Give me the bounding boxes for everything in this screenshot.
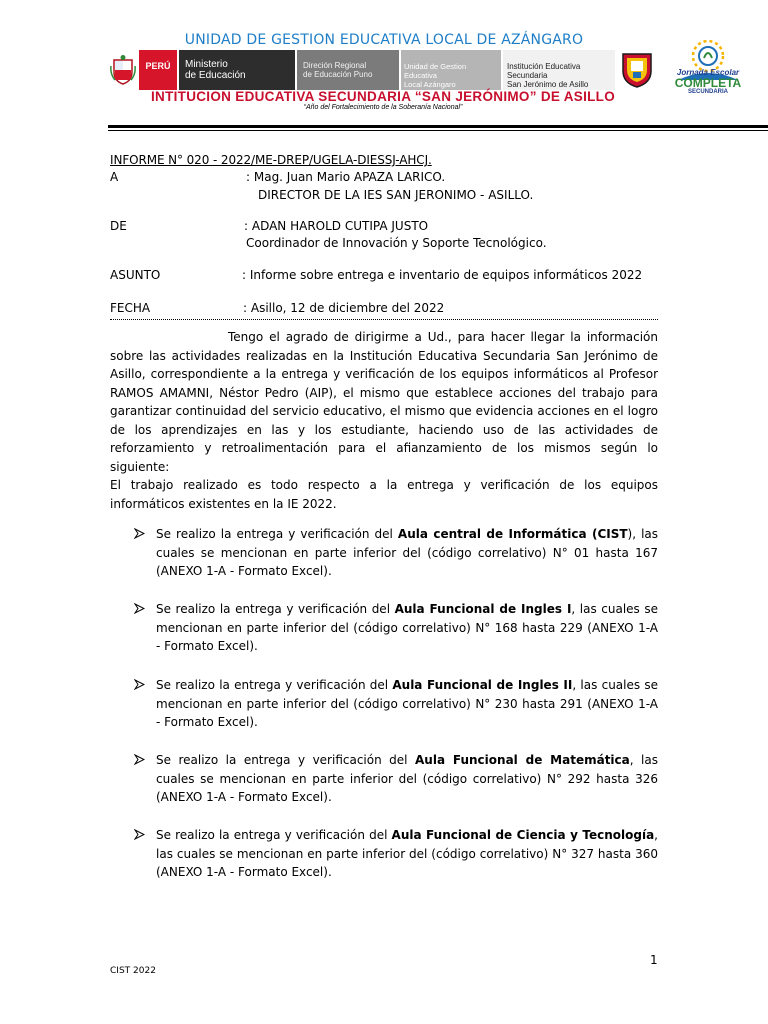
bullet-text-start: Se realizo la entrega y verificación del xyxy=(156,678,393,692)
institutional-logo-strip xyxy=(107,50,659,90)
bullet-text-bold: Aula Funcional de Ingles II xyxy=(392,678,573,692)
bullet-text xyxy=(156,751,658,807)
jornada-line-3: SECUNDARIA xyxy=(687,89,728,95)
summary-paragraph: El trabajo realizado es todo respecto a la entrega y verificación de los equipos informáticos existentes en la IE 2022. xyxy=(110,478,658,511)
subject-label: ASUNTO xyxy=(110,268,161,282)
bullet-text-bold: Aula Funcional de Matemática xyxy=(415,753,630,767)
from-value-role: Coordinador de Innovación y Soporte Tecnológico. xyxy=(246,236,547,250)
arrow-bullet-icon xyxy=(134,679,145,690)
bullet-text xyxy=(156,826,658,882)
bullet-text xyxy=(156,525,658,581)
ugel-line-2: Local Azángaro xyxy=(404,80,456,89)
bullet-text-end: , las cuales se mencionan en parte inferior del (código correlativo) N° 230 hasta 291 (ANEXO 1-A - Formato Excel). xyxy=(156,678,659,729)
direccion-line-2: de Educación Puno xyxy=(303,70,373,79)
informe-number: INFORME N° 020 - 2022/ME-DREP/UGELA-DIESSJ-AHCJ. xyxy=(110,153,432,167)
arrow-bullet-icon xyxy=(134,754,145,765)
header-divider-thin xyxy=(108,130,768,131)
ie-line-1: Institución Educativa Secundaria xyxy=(507,62,581,80)
peru-brand-block: PERÚ xyxy=(139,50,177,90)
jornada-line-2: COMPLETA xyxy=(674,76,742,90)
bullet-text xyxy=(156,600,658,656)
to-label: A xyxy=(110,170,119,184)
ugel-line-1: Unidad de Gestion Educativa xyxy=(404,62,467,80)
ministerio-line-1: Ministerio xyxy=(185,59,228,70)
direccion-line-1: Direción Regional xyxy=(303,61,367,70)
ministerio-block xyxy=(177,50,295,90)
ie-block xyxy=(501,50,615,90)
dotted-separator xyxy=(110,315,658,320)
to-value-title: DIRECTOR DE LA IES SAN JERONIMO - ASILLO. xyxy=(258,188,534,202)
entity-header-title: UNIDAD DE GESTION EDUCATIVA LOCAL DE AZÁNGARO xyxy=(184,32,584,48)
bullet-text-bold: Aula Funcional de Ingles I xyxy=(394,602,572,616)
school-shield-icon xyxy=(615,50,659,90)
bullet-text-end: ), las cuales se mencionan en parte inferior del (código correlativo) N° 01 hasta 167 (ANEXO 1-A - Formato Excel). xyxy=(156,527,659,578)
arrow-bullet-icon xyxy=(134,829,145,840)
bullet-text-start: Se realizo la entrega y verificación del xyxy=(156,753,415,767)
bullet-text-start: Se realizo la entrega y verificación del xyxy=(156,828,392,842)
subject-value: : Informe sobre entrega e inventario de equipos informáticos 2022 xyxy=(242,268,643,282)
from-value-name: : ADAN HAROLD CUTIPA JUSTO xyxy=(244,219,429,233)
bullet-text xyxy=(156,676,658,732)
year-motto: “Año del Fortalecimiento de la Soberanía Nacional” xyxy=(303,104,463,111)
ugel-block xyxy=(399,50,501,90)
jornada-escolar-completa-logo xyxy=(672,36,744,104)
footer-text: CIST 2022 xyxy=(110,966,156,976)
peru-coat-of-arms-icon xyxy=(107,50,139,90)
date-value: : Asillo, 12 de diciembre del 2022 xyxy=(243,301,445,315)
bullet-text-bold: Aula Funcional de Ciencia y Tecnología xyxy=(391,828,655,842)
arrow-bullet-icon xyxy=(134,603,145,614)
date-label: FECHA xyxy=(110,301,151,315)
bullet-text-start: Se realizo la entrega y verificación del xyxy=(156,602,395,616)
direccion-regional-block xyxy=(295,50,399,90)
ministerio-line-2: de Educación xyxy=(185,70,246,81)
bullet-text-bold: Aula central de Informática (CIST xyxy=(397,527,628,541)
page-number: 1 xyxy=(650,953,658,967)
from-label: DE xyxy=(110,219,127,233)
arrow-bullet-icon xyxy=(134,528,145,539)
to-value-name: : Mag. Juan Mario APAZA LARICO. xyxy=(246,170,446,184)
jornada-line-1: Jornada Escolar xyxy=(676,68,740,77)
intro-paragraph: Tengo el agrado de dirigirme a Ud., para hacer llegar la información sobre las actividades realizadas en la Institución Educativa Secundaria San Jerónimo de Asillo, correspondiente a la entrega y verificación de los equipos informáticos al Profesor RAMOS AMAMNI, Néstor Pedro (AIP), el mismo que establece acciones del trabajo para garantizar continuidad del servicio educativo, el mismo que evidencia acciones en el logro de los aprendizajes en las y los estudiante, haciendo uso de las actividades de reforzamiento y retroalimentación para el afianzamiento de los mismos según lo siguiente: xyxy=(110,330,658,474)
bullet-text-end: , las cuales se mencionan en parte inferior del (código correlativo) N° 327 hasta 360 (ANEXO 1-A - Formato Excel). xyxy=(156,828,658,879)
bullet-text-end: , las cuales se mencionan en parte inferior del (código correlativo) N° 168 hasta 229 (ANEXO 1-A - Formato Excel). xyxy=(156,602,658,653)
bullet-text-start: Se realizo la entrega y verificación del xyxy=(156,527,398,541)
header-divider-thick xyxy=(108,125,768,128)
bullet-text-end: , las cuales se mencionan en parte inferior del (código correlativo) N° 292 hasta 326 (ANEXO 1-A - Formato Excel). xyxy=(156,753,658,804)
ie-line-2: San Jerónimo de Asillo xyxy=(507,80,589,89)
institution-title: INTITUCION EDUCATIVA SECUNDARIA “SAN JERÓNIMO” DE ASILLO xyxy=(150,89,616,104)
